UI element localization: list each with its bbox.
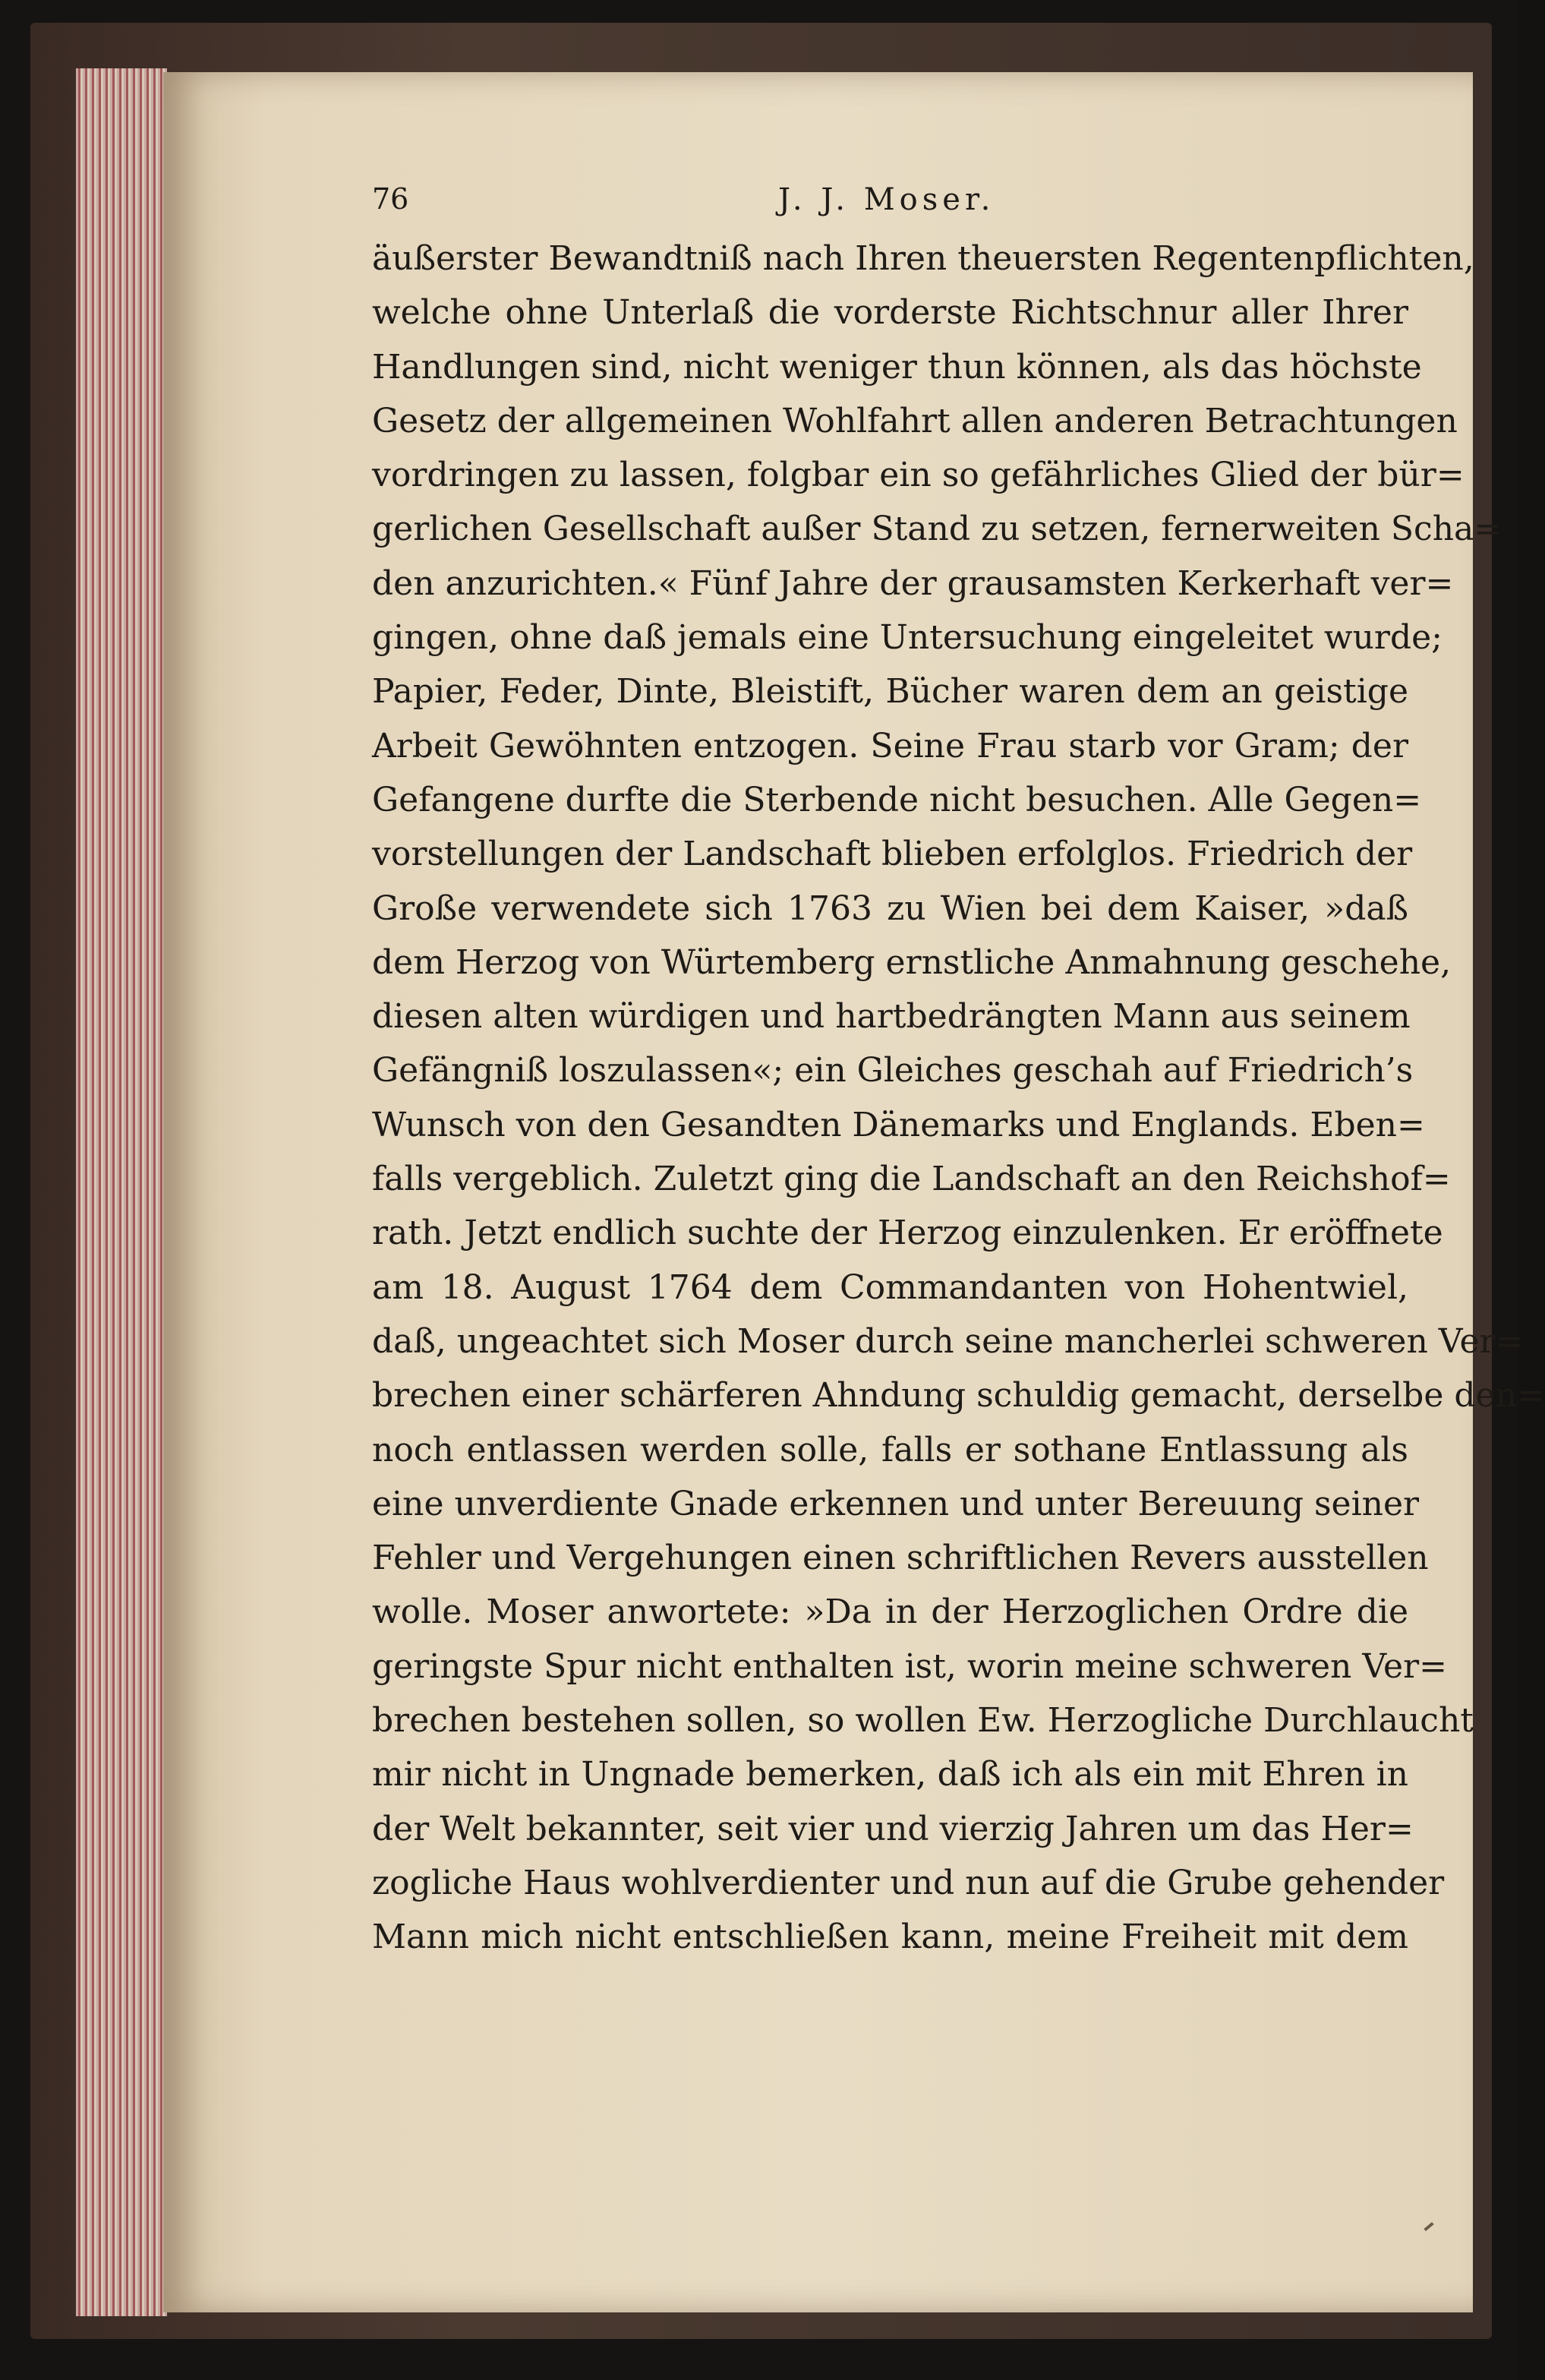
text-line: wolle. Moser anwortete: »Da in der Herzoglichen Ordre die — [372, 1592, 1408, 1632]
text-line: Handlungen sind, nicht weniger thun können, als das höchste — [372, 347, 1422, 387]
text-line: noch entlassen werden solle, falls er sothane Entlassung als — [372, 1430, 1408, 1469]
text-line: zogliche Haus wohlverdienter und nun auf die Grube gehender — [372, 1863, 1445, 1902]
text-line: rath. Jetzt endlich suchte der Herzog einzulenken. Er eröffnete — [372, 1214, 1443, 1253]
text-line: Gesetz der allgemeinen Wohlfahrt allen anderen Betrachtungen — [372, 401, 1458, 440]
text-line: Arbeit Gewöhnten entzogen. Seine Frau starb vor Gram; der — [372, 726, 1408, 765]
text-line: diesen alten würdigen und hartbedrängten Mann aus seinem — [372, 997, 1411, 1037]
text-line: eine unverdiente Gnade erkennen und unter Bereuung seiner — [372, 1484, 1420, 1523]
page-edges — [76, 68, 167, 2316]
page-number: 76 — [372, 182, 409, 216]
text-line: mir nicht in Ungnade bemerken, daß ich als ein mit Ehren in — [372, 1755, 1408, 1794]
text-line: daß, ungeachtet sich Moser durch seine mancherlei schweren Ver= — [372, 1321, 1524, 1361]
page-header — [372, 182, 1405, 228]
text-line: Wunsch von den Gesandten Dänemarks und Englands. Eben= — [372, 1105, 1425, 1144]
text-line: Fehler und Vergehungen einen schriftlichen Revers ausstellen — [372, 1539, 1429, 1578]
text-line: Mann mich nicht entschließen kann, meine Freiheit mit dem — [372, 1918, 1408, 1957]
running-head: J. J. Moser. — [778, 182, 995, 217]
text-line: Große verwendete sich 1763 zu Wien bei dem Kaiser, »daß — [372, 889, 1408, 928]
text-line: brechen bestehen sollen, so wollen Ew. Herzogliche Durchlaucht — [372, 1701, 1474, 1741]
body-text — [372, 232, 1545, 1965]
text-line: der Welt bekannter, seit vier und vierzig Jahren um das Her= — [372, 1809, 1414, 1848]
text-line: am 18. August 1764 dem Commandanten von Hohentwiel, — [372, 1267, 1408, 1307]
text-line: dem Herzog von Würtemberg ernstliche Anmahnung geschehe, — [372, 942, 1452, 982]
text-line: welche ohne Unterlaß die vorderste Richtschnur aller Ihrer — [372, 293, 1408, 333]
text-line: Gefangene durfte die Sterbende nicht besuchen. Alle Gegen= — [372, 780, 1422, 819]
text-line: den anzurichten.« Fünf Jahre der grausamsten Kerkerhaft ver= — [372, 563, 1454, 603]
text-line: vordringen zu lassen, folgbar ein so gefährliches Glied der bür= — [372, 456, 1465, 495]
text-line: geringste Spur nicht enthalten ist, worin meine schweren Ver= — [372, 1646, 1447, 1686]
text-line: äußerster Bewandtniß nach Ihren theuersten Regentenpflichten, — [372, 239, 1474, 278]
text-line: Papier, Feder, Dinte, Bleistift, Bücher waren dem an geistige — [372, 672, 1408, 712]
text-line: Gefängniß loszulassen«; ein Gleiches geschah auf Friedrich’s — [372, 1051, 1414, 1091]
text-line: vorstellungen der Landschaft blieben erfolglos. Friedrich der — [372, 835, 1413, 874]
text-line: gerlichen Gesellschaft außer Stand zu setzen, fernerweiten Scha= — [372, 510, 1502, 549]
text-line: brechen einer schärferen Ahndung schuldig gemacht, derselbe den= — [372, 1376, 1545, 1416]
text-line: gingen, ohne daß jemals eine Untersuchung eingeleitet wurde; — [372, 618, 1443, 658]
text-line: falls vergeblich. Zuletzt ging die Landschaft an den Reichshof= — [372, 1160, 1451, 1199]
